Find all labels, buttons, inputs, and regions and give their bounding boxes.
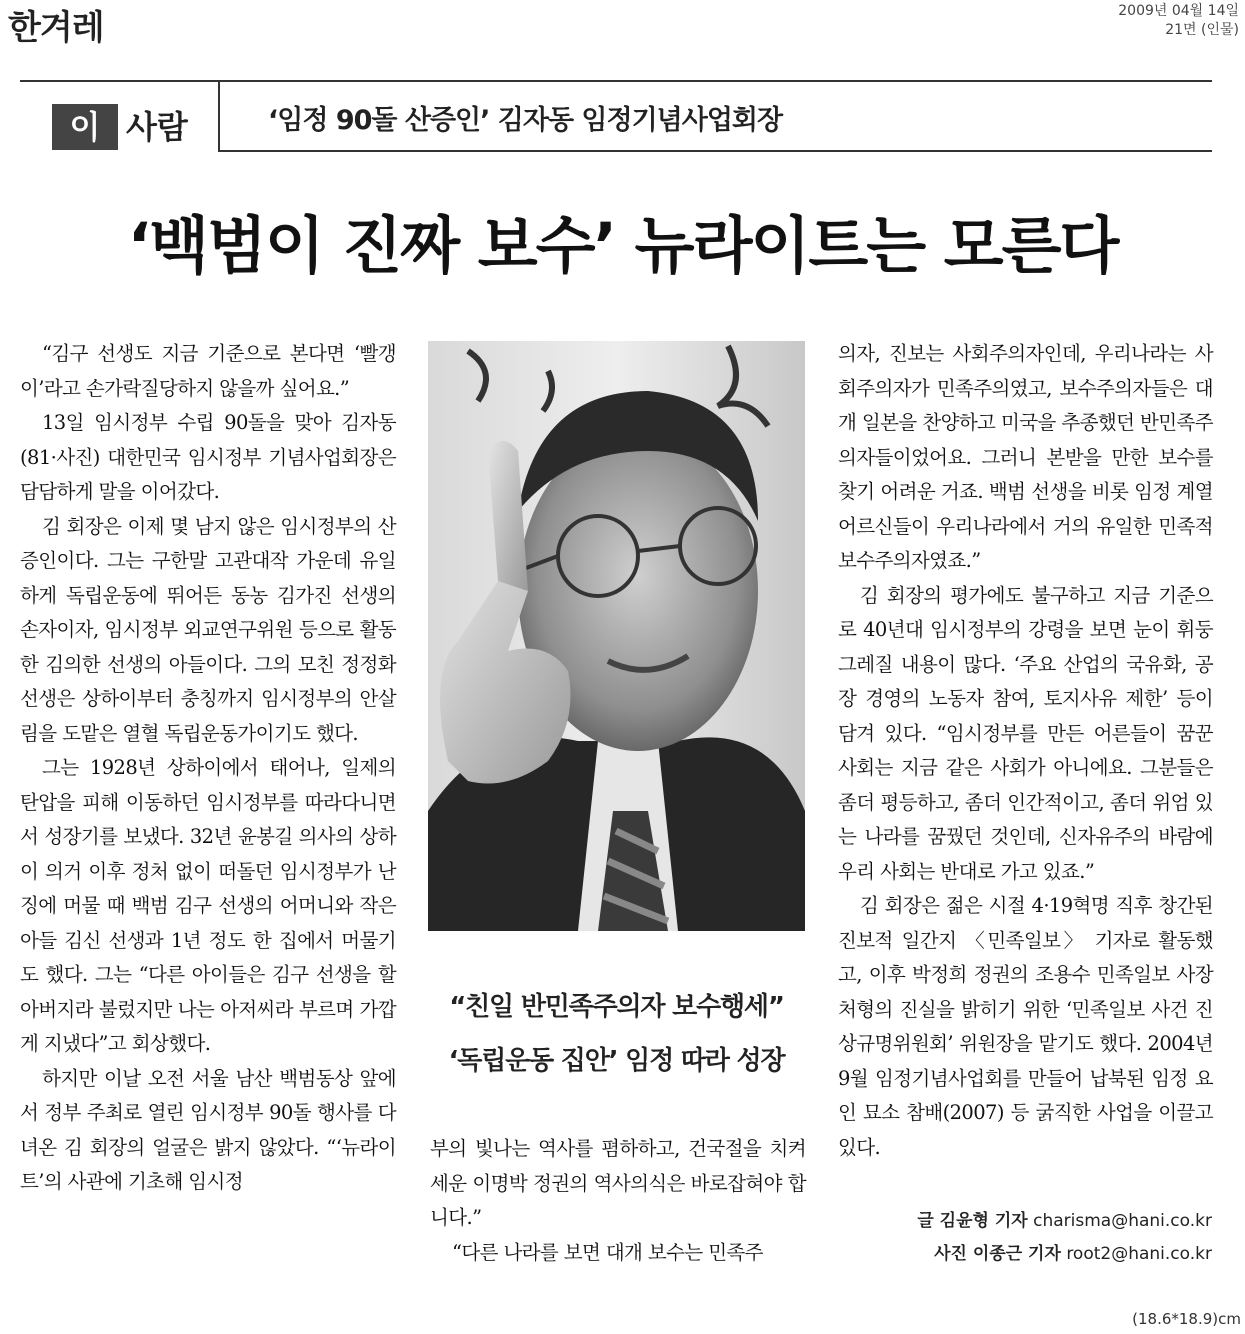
header-divider [218, 80, 220, 151]
article-headline: ‘백범이 진짜 보수’ 뉴라이트는 모른다 [127, 209, 1118, 282]
masthead-logo: 한겨레 [8, 8, 104, 48]
issue-meta [1118, 2, 1239, 40]
photographer-label: 사진 이종근 기자 [934, 1244, 1061, 1264]
paragraph: “다른 나라를 보면 대개 보수는 민족주 [452, 1240, 763, 1264]
photographer-email: root2@hani.co.kr [1066, 1244, 1212, 1264]
paragraph: 부의 빛나는 역사를 폄하하고, 건국절을 치켜세운 이명박 정권의 역사의식은 바로잡혀야 합니다.” [430, 1137, 806, 1229]
portrait-photo [428, 341, 805, 931]
header-rule-top [20, 80, 1212, 82]
paragraph: 김 회장은 젊은 시절 4·19혁명 직후 창간된 진보적 일간지 〈민족일보〉 기자로 활동했고, 이후 박정희 정권의 조용수 민족일보 사장 처형의 진실을 밝히기 위한 ‘민족일보 사건 진상규명위원회’ 위원장을 맡기도 했다. 2004년 9월 임정기념사업회를 만들어 납북된 임정 요인 묘소 참배(2007) 등 굵직한 사업을 이끌고 있다. [838, 894, 1213, 1159]
writer-credit [917, 1205, 1212, 1238]
section-badge: 이 [52, 104, 118, 150]
writer-email: charisma@hani.co.kr [1033, 1211, 1212, 1231]
paragraph: 하지만 이날 오전 서울 남산 백범동상 앞에서 정부 주최로 열린 임시정부 90돌 행사를 다녀온 김 회장의 얼굴은 밝지 않았다. “‘뉴라이트’의 사관에 기초해 임시정 [20, 1066, 396, 1193]
pull-quote-line-2: ‘독립운동 집안’ 임정 따라 성장 [448, 1046, 785, 1076]
section-label: 사람 [126, 108, 188, 146]
paragraph: 13일 임시정부 수립 90돌을 맞아 김자동(81·사진) 대한민국 임시정부 기념사업회장은 담담하게 말을 이어갔다. [20, 411, 396, 503]
issue-date: 2009년 04월 14일 [1118, 3, 1239, 19]
clipping-size: (18.6*18.9)cm [1132, 1310, 1241, 1328]
paragraph: 김 회장의 평가에도 불구하고 지금 기준으로 40년대 임시정부의 강령을 보면 눈이 휘둥그레질 내용이 많다. ‘주요 산업의 국유화, 공장 경영의 노동자 참여, 토지사유 제한’ 등이 담겨 있다. “임시정부를 만든 어른들이 꿈꾼 사회는 지금 같은 사회가 아니에요. 그분들은 좀더 평등하고, 좀더 인간적이고, 좀더 위엄 있는 나라를 꿈꿨던 것인데, 신자유주의 바람에 우리 사회는 반대로 가고 있죠.” [838, 583, 1213, 883]
article-subhead: ‘임정 90돌 산증인’ 김자동 임정기념사업회장 [268, 105, 783, 136]
pull-quote-line-1: “친일 반민족주의자 보수행세” [449, 992, 784, 1022]
paragraph: 김 회장은 이제 몇 남지 않은 임시정부의 산증인이다. 그는 구한말 고관대작 가운데 유일하게 독립운동에 뛰어든 동농 김가진 선생의 손자이자, 임시정부 외교연구위원 등으로 활동한 김의한 선생의 아들이다. 그의 모친 정정화 선생은 상하이부터 충칭까지 임시정부의 안살림을 도맡은 열혈 독립운동가이기도 했다. [20, 514, 396, 745]
paragraph: 의자, 진보는 사회주의자인데, 우리나라는 사회주의자가 민족주의였고, 보수주의자들은 대개 일본을 찬양하고 미국을 추종했던 반민족주의자들이었어요. 그러니 본받을 만한 보수를 찾기 어려운 거죠. 백범 선생을 비롯 임정 계열 어르신들이 우리나라에서 거의 유일한 민족적 보수주의자였죠.” [838, 342, 1213, 572]
pull-quote [428, 980, 805, 1088]
writer-label: 글 김윤형 기자 [917, 1211, 1028, 1231]
header-rule-bottom [218, 150, 1212, 152]
page-section: 21면 (인물) [1165, 22, 1239, 38]
article-column-3 [838, 337, 1213, 1165]
article-column-2 [430, 1132, 806, 1270]
article-column-1 [20, 337, 396, 1200]
paragraph: “김구 선생도 지금 기준으로 본다면 ‘빨갱이’라고 손가락질당하지 않을까 싶어요.” [20, 342, 396, 400]
paragraph: 그는 1928년 상하이에서 태어나, 일제의 탄압을 피해 이동하던 임시정부를 따라다니면서 성장기를 보냈다. 32년 윤봉길 의사의 상하이 의거 이후 정처 없이 떠돌던 임시정부가 난징에 머물 때 백범 김구 선생의 어머니와 작은 아들 김신 선생과 1년 정도 한 집에서 머물기도 했다. 그는 “다른 아이들은 김구 선생을 할아버지라 불렀지만 나는 아저씨라 부르며 가깝게 지냈다”고 회상했다. [20, 756, 396, 1055]
photo-credit [917, 1238, 1212, 1271]
byline [917, 1205, 1212, 1271]
